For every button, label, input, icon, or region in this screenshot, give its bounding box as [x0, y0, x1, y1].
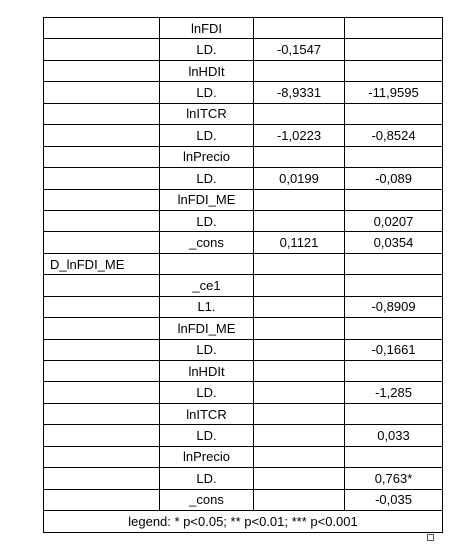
table-cell [254, 60, 345, 81]
table-cell [254, 361, 345, 382]
table-cell [254, 18, 345, 39]
table-cell: _ce1 [160, 275, 254, 296]
table-cell [254, 189, 345, 210]
table-cell [44, 125, 160, 146]
table-cell [254, 318, 345, 339]
table-cell [345, 403, 443, 424]
table-cell [44, 489, 160, 510]
table-row [44, 125, 443, 146]
table-row [44, 232, 443, 253]
table-cell [44, 425, 160, 446]
table-row [44, 189, 443, 210]
table-cell: -0,1661 [345, 339, 443, 360]
table-cell: LD. [160, 382, 254, 403]
table-cell: _cons [160, 232, 254, 253]
table-cell [345, 39, 443, 60]
table-cell [44, 146, 160, 167]
table-cell [44, 339, 160, 360]
table-cell: LD. [160, 168, 254, 189]
table-cell [44, 39, 160, 60]
table-cell [254, 425, 345, 446]
table-cell [44, 232, 160, 253]
table-cell [345, 253, 443, 274]
table-cell: lnITCR [160, 103, 254, 124]
table-cell [345, 103, 443, 124]
table-cell [254, 296, 345, 317]
table-row [44, 39, 443, 60]
table-cell [254, 275, 345, 296]
table-row [44, 489, 443, 510]
table-cell [44, 446, 160, 467]
table-cell: -11,9595 [345, 82, 443, 103]
table-cell [345, 146, 443, 167]
table-row [44, 296, 443, 317]
table-cell: -0,8909 [345, 296, 443, 317]
table-cell: 0,0207 [345, 210, 443, 231]
regression-table-body [44, 18, 443, 533]
table-cell [254, 403, 345, 424]
table-row [44, 18, 443, 39]
table-cell: -8,9331 [254, 82, 345, 103]
table-cell: L1. [160, 296, 254, 317]
table-cell [254, 103, 345, 124]
table-cell: lnFDI_ME [160, 189, 254, 210]
table-cell [44, 468, 160, 489]
table-cell: lnPrecio [160, 446, 254, 467]
table-cell: 0,0354 [345, 232, 443, 253]
table-cell [44, 382, 160, 403]
table-cell: LD. [160, 210, 254, 231]
table-row [44, 318, 443, 339]
table-cell [254, 382, 345, 403]
table-row [44, 103, 443, 124]
table-row [44, 361, 443, 382]
table-cell [254, 339, 345, 360]
table-cell: LD. [160, 125, 254, 146]
table-cell: LD. [160, 39, 254, 60]
table-row [44, 339, 443, 360]
table-cell: _cons [160, 489, 254, 510]
table-cell: -0,035 [345, 489, 443, 510]
table-cell [44, 318, 160, 339]
table-cell: LD. [160, 468, 254, 489]
table-row [44, 425, 443, 446]
table-cell: 0,1121 [254, 232, 345, 253]
table-cell [44, 168, 160, 189]
table-cell [345, 60, 443, 81]
table-cell [254, 146, 345, 167]
table-cell [44, 403, 160, 424]
table-cell [44, 82, 160, 103]
table-row [44, 210, 443, 231]
table-cell [345, 18, 443, 39]
table-cell [345, 318, 443, 339]
table-row [44, 446, 443, 467]
table-cell: -0,089 [345, 168, 443, 189]
table-resize-handle[interactable] [427, 534, 434, 541]
table-cell [254, 468, 345, 489]
table-cell [44, 296, 160, 317]
table-cell [254, 253, 345, 274]
table-legend: legend: * p<0.05; ** p<0.01; *** p<0.001 [44, 511, 443, 532]
table-row [44, 382, 443, 403]
legend-row [44, 511, 443, 532]
table-cell [44, 361, 160, 382]
table-cell: lnHDIt [160, 361, 254, 382]
table-cell: LD. [160, 425, 254, 446]
table-cell: lnHDIt [160, 60, 254, 81]
table-cell: -1,285 [345, 382, 443, 403]
table-cell: LD. [160, 339, 254, 360]
table-row [44, 253, 443, 274]
table-row [44, 468, 443, 489]
table-cell [345, 275, 443, 296]
table-cell: 0,0199 [254, 168, 345, 189]
table-cell [44, 103, 160, 124]
table-cell [254, 210, 345, 231]
table-cell: 0,763* [345, 468, 443, 489]
table-cell: lnPrecio [160, 146, 254, 167]
table-cell: lnITCR [160, 403, 254, 424]
table-row [44, 275, 443, 296]
table-cell [345, 446, 443, 467]
table-cell: LD. [160, 82, 254, 103]
table-row [44, 146, 443, 167]
table-cell: D_lnFDI_ME [44, 253, 160, 274]
table-row [44, 60, 443, 81]
table-cell: -0,8524 [345, 125, 443, 146]
table-cell [345, 361, 443, 382]
table-cell: lnFDI_ME [160, 318, 254, 339]
regression-table [43, 17, 443, 533]
table-row [44, 82, 443, 103]
table-cell [254, 446, 345, 467]
table-cell: lnFDI [160, 18, 254, 39]
table-cell [44, 60, 160, 81]
table-cell [254, 489, 345, 510]
table-cell [44, 18, 160, 39]
table-row [44, 403, 443, 424]
table-cell: -0,1547 [254, 39, 345, 60]
table-cell [44, 210, 160, 231]
table-cell: -1,0223 [254, 125, 345, 146]
table-cell [345, 189, 443, 210]
table-cell: 0,033 [345, 425, 443, 446]
table-cell [44, 189, 160, 210]
table-cell [44, 275, 160, 296]
table-cell [160, 253, 254, 274]
table-row [44, 168, 443, 189]
